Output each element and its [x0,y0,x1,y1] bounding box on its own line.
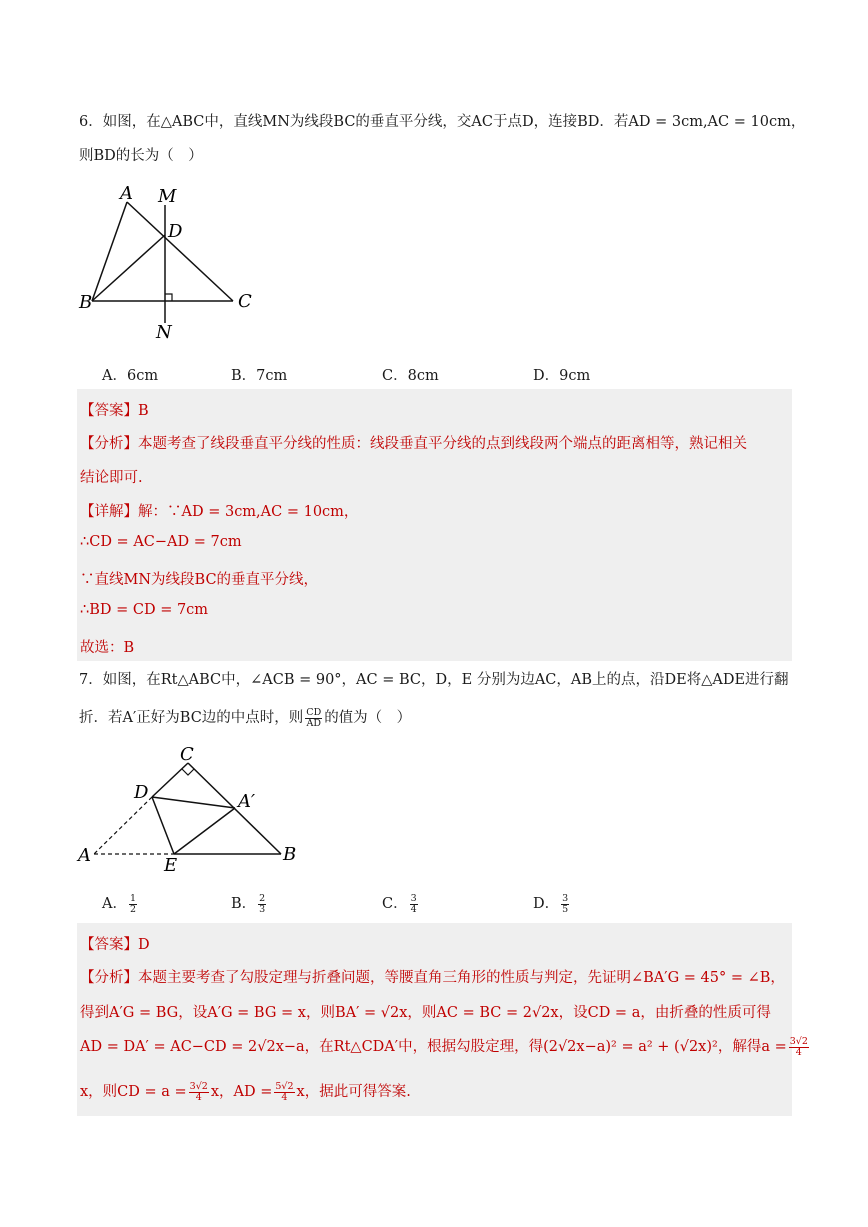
q7-label-C: C [180,744,194,765]
q6-figure [70,180,270,345]
q6-detail-line2: ∴CD = AC−AD = 7cm [80,534,242,550]
q6-label-A: A [120,183,133,204]
q7-option-b: B． $\frac{2}{3}$ [231,892,266,915]
q6-label-N: N [156,322,172,343]
q7-option-d: D． $\frac{3}{5}$ [533,892,569,915]
q7-option-a: A． $\frac{1}{2}$ [102,892,137,915]
q7-answer-block [77,923,808,1116]
q7-label-D: D [134,782,149,803]
q6-option-c: C．8cm [382,368,439,384]
q6-label-B: B [79,292,93,313]
q6-label-C: C [238,291,252,312]
q6-detail-line1: 【详解】解：∵AD = 3cm,AC = 10cm， [80,504,359,520]
q6-detail-line4: ∴BD = CD = 7cm [80,602,209,618]
q6-detail-line3: ∵直线MN为线段BC的垂直平分线， [80,572,319,588]
q6-option-a: A．6cm [102,368,159,384]
q6-option-d: D．9cm [533,368,591,384]
q7-analysis-line4: x，则CD = a = $\frac{3√2}{4}$ x，AD = $\frac{5√2}{4}$ x，据此可得答案. [80,1080,411,1103]
q6-stem-line2: 则BD的长为（ ） [79,148,203,164]
q7-label-A: A [78,845,91,866]
q7-label-B: B [283,844,297,865]
q7-analysis-line3: AD = DA′ = AC−CD = 2√2x−a，在Rt△CDA′中，根据勾股定理，得(2√2x−a)² = a² + (√2x)²，解得a = $\frac{3√2}{4}$ [80,1035,808,1058]
q6-label-D: D [168,221,183,242]
q6-stem-line1: 6．如图，在△ABC中，直线MN为线段BC的垂直平分线，交AC于点D，连接BD．若AD = 3cm,AC = 10cm， [79,114,806,130]
q6-detail-line5: 故选：B [80,640,135,656]
q7-analysis-line2: 得到A′G = BG，设A′G = BG = x，则BA′ = √2x，则AC = BC = 2√2x，设CD = a，由折叠的性质可得 [80,1005,771,1021]
q6-option-b: B．7cm [231,368,288,384]
q6-analysis-line1: 【分析】本题考查了线段垂直平分线的性质：线段垂直平分线的点到线段两个端点的距离相等，熟记相关 [80,436,747,452]
q6-label-M: M [158,186,177,207]
q7-option-c: C． $\frac{3}{4}$ [382,892,417,915]
q6-analysis-line2: 结论即可. [80,470,143,486]
q7-stem-line2: 折．若A′正好为BC边的中点时，则 $\frac{CD}{AD}$ 的值为（ ） [79,706,412,729]
q7-figure [70,740,310,875]
q6-answer-block [77,389,792,661]
q7-label-A-prime: A′ [238,791,256,812]
q7-analysis-line1: 【分析】本题主要考查了勾股定理与折叠问题，等腰直角三角形的性质与判定，先证明∠BA′G = 45° = ∠B， [80,970,785,986]
q7-answer-line: 【答案】D [80,937,150,953]
q7-stem-line1: 7．如图，在Rt△ABC中，∠ACB = 90°，AC = BC，D，E 分别为边AC，AB上的点，沿DE将△ADE进行翻 [79,672,789,688]
q6-answer-line: 【答案】B [80,403,149,419]
q7-label-E: E [164,855,178,875]
